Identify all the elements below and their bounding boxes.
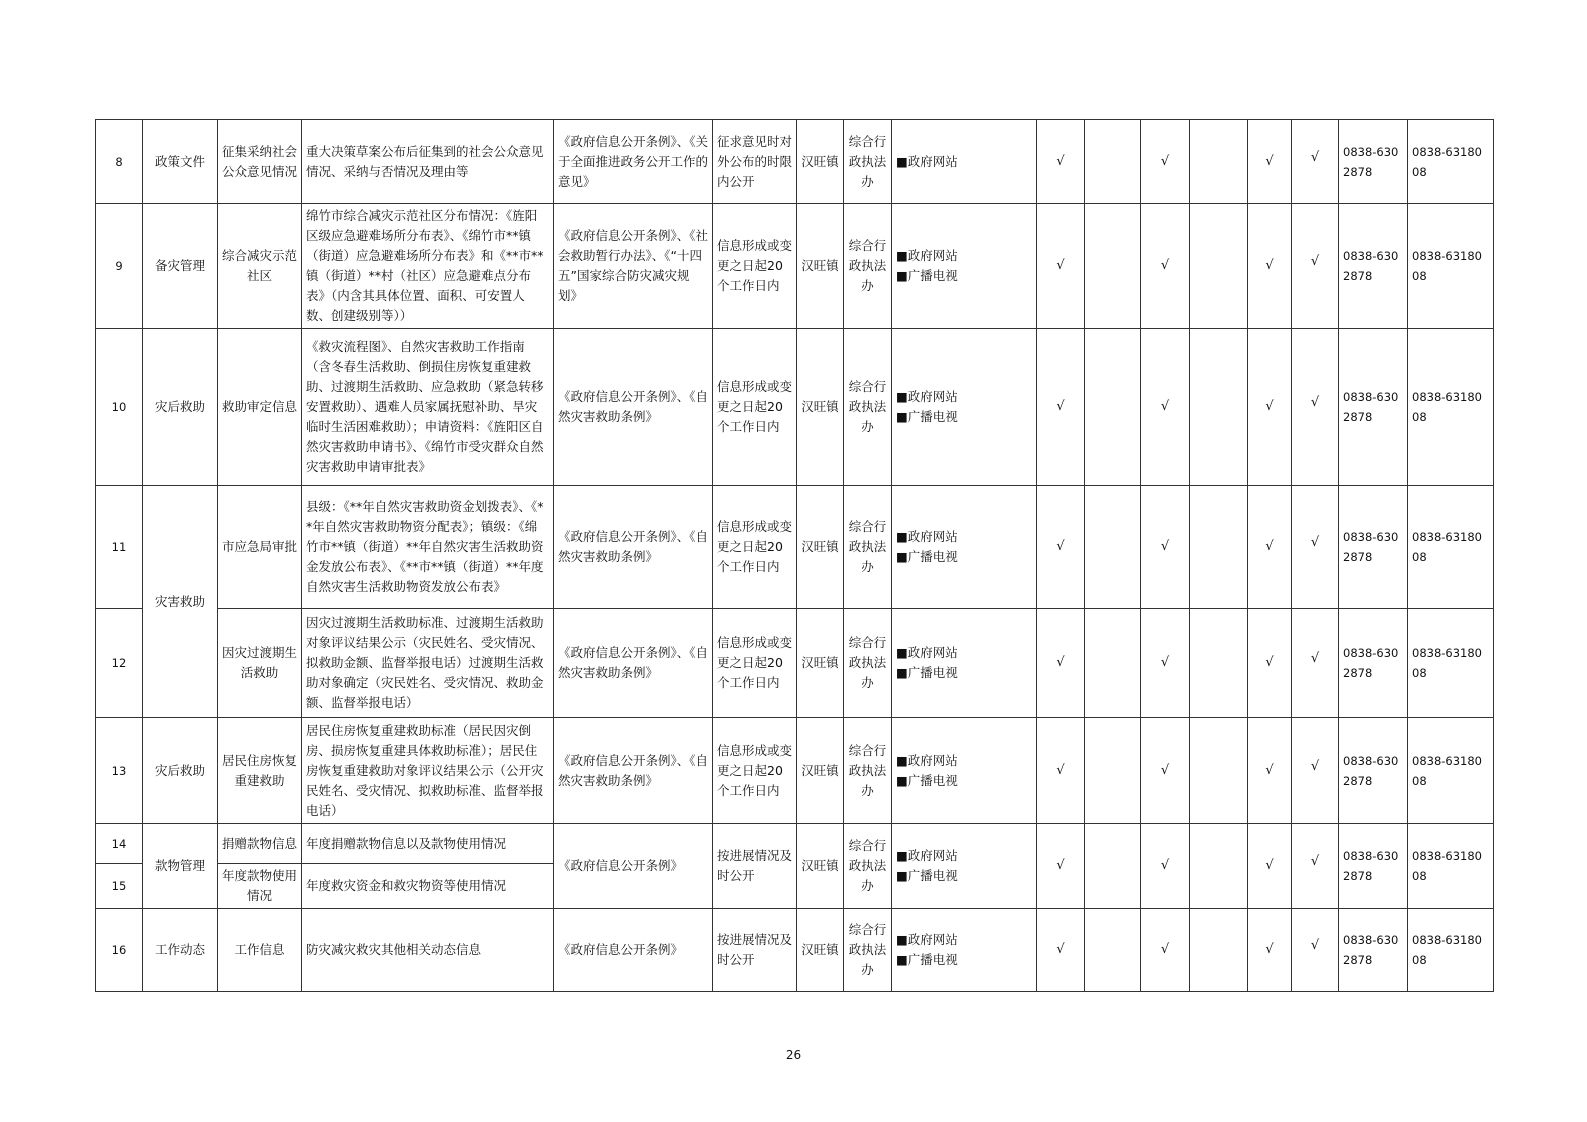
check-cell: √ — [1248, 718, 1292, 824]
check-cell: √ — [1037, 824, 1085, 909]
row-number: 16 — [96, 909, 143, 992]
channel-website: ■政府网站 — [896, 752, 958, 768]
empty-cell — [1085, 329, 1141, 486]
channel-broadcast: ■广播电视 — [896, 409, 958, 424]
time-limit-cell: 按进展情况及时公开 — [713, 909, 797, 992]
empty-cell — [1085, 909, 1141, 992]
check-cell: √ — [1037, 329, 1085, 486]
row-number: 13 — [96, 718, 143, 824]
channel-cell — [892, 718, 1037, 824]
phone-cell: 0838-6318008 — [1408, 909, 1494, 992]
category-cell: 工作动态 — [143, 909, 218, 992]
empty-cell — [1190, 718, 1248, 824]
check-cell: √ — [1248, 909, 1292, 992]
check-cell: √ — [1292, 820, 1339, 905]
content-cell: 《救灾流程图》、自然灾害救助工作指南（含冬春生活救助、倒损住房恢复重建救助、过渡期生活救助、应急救助（紧急转移安置救助）、遇难人员家属抚慰补助、旱灾临时生活困难救助）；申请资料：《旌阳区自然灾害救助申请书》、《绵竹市受灾群众自然灾害救助申请审批表》 — [302, 329, 554, 486]
basis-cell: 《政府信息公开条例》、《自然灾害救助条例》 — [554, 609, 713, 718]
phone-cell: 0838-6318008 — [1408, 824, 1494, 909]
phone-cell: 0838-6302878 — [1339, 718, 1408, 824]
category-cell: 灾后救助 — [143, 329, 218, 486]
subject-cell: 汉旺镇 — [797, 718, 844, 824]
channel-broadcast: ■广播电视 — [896, 772, 958, 788]
empty-cell — [1085, 824, 1141, 909]
check-cell: √ — [1037, 909, 1085, 992]
phone-cell: 0838-6318008 — [1408, 609, 1494, 718]
basis-cell: 《政府信息公开条例》、《社会救助暂行办法》、《“十四五”国家综合防灾减灾规划》 — [554, 204, 713, 329]
table-row — [96, 486, 1494, 609]
check-cell: √ — [1248, 486, 1292, 609]
time-limit-cell: 征求意见时对外公布的时限内公开 — [713, 120, 797, 204]
empty-cell — [1085, 718, 1141, 824]
phone-cell: 0838-6318008 — [1408, 718, 1494, 824]
channel-website: ■政府网站 — [896, 645, 958, 660]
check-cell: √ — [1141, 204, 1190, 329]
phone-cell: 0838-6302878 — [1339, 486, 1408, 609]
row-number: 11 — [96, 486, 143, 609]
empty-cell — [1190, 609, 1248, 718]
phone-cell: 0838-6302878 — [1339, 204, 1408, 329]
empty-cell — [1190, 486, 1248, 609]
basis-cell: 《政府信息公开条例》 — [554, 909, 713, 992]
empty-cell — [1085, 486, 1141, 609]
phone-cell: 0838-6318008 — [1408, 120, 1494, 204]
check-cell: √ — [1141, 909, 1190, 992]
channel-cell — [892, 329, 1037, 486]
row-number: 8 — [96, 120, 143, 204]
check-cell: √ — [1292, 325, 1339, 482]
check-cell: √ — [1037, 204, 1085, 329]
category-cell: 备灾管理 — [143, 204, 218, 329]
phone-cell: 0838-6302878 — [1339, 909, 1408, 992]
check-cell: √ — [1248, 824, 1292, 909]
page-number: 26 — [785, 1048, 802, 1062]
check-cell: √ — [1141, 486, 1190, 609]
channel-website: ■政府网站 — [896, 389, 958, 404]
row-number: 12 — [96, 609, 143, 718]
phone-cell: 0838-6318008 — [1408, 329, 1494, 486]
empty-cell — [1190, 824, 1248, 909]
row-number: 9 — [96, 204, 143, 329]
subject-cell: 汉旺镇 — [797, 486, 844, 609]
empty-cell — [1190, 909, 1248, 992]
time-limit-cell: 信息形成或变更之日起20个工作日内 — [713, 204, 797, 329]
channel-cell — [892, 486, 1037, 609]
content-cell: 重大决策草案公布后征集到的社会公众意见情况、采纳与否情况及理由等 — [302, 120, 554, 204]
item-cell: 居民住房恢复重建救助 — [218, 718, 302, 824]
table-row — [96, 120, 1494, 204]
category-cell: 灾后救助 — [143, 718, 218, 824]
item-cell: 年度款物使用情况 — [218, 864, 302, 909]
item-cell: 征集采纳社会公众意见情况 — [218, 120, 302, 204]
channel-website: ■政府网站 — [896, 248, 958, 263]
empty-cell — [1190, 329, 1248, 486]
channel-broadcast: ■广播电视 — [896, 868, 958, 883]
time-limit-cell: 按进展情况及时公开 — [713, 824, 797, 909]
check-cell: √ — [1248, 329, 1292, 486]
table-row — [96, 329, 1494, 486]
table-row — [96, 718, 1494, 824]
channel-website: ■政府网站 — [896, 529, 958, 544]
row-number: 15 — [96, 864, 143, 909]
subject-cell: 汉旺镇 — [797, 909, 844, 992]
dept-cell: 综合行政执法办 — [844, 909, 892, 992]
check-cell: √ — [1037, 718, 1085, 824]
content-cell: 年度捐赠款物信息以及款物使用情况 — [302, 824, 554, 864]
phone-cell: 0838-6302878 — [1339, 120, 1408, 204]
check-cell: √ — [1141, 609, 1190, 718]
dept-cell: 综合行政执法办 — [844, 204, 892, 329]
check-cell: √ — [1037, 120, 1085, 204]
phone-cell: 0838-6302878 — [1339, 329, 1408, 486]
channel-broadcast: ■广播电视 — [896, 268, 958, 283]
category-cell: 灾害救助 — [143, 486, 218, 718]
content-cell: 因灾过渡期生活救助标准、过渡期生活救助对象评议结果公示（灾民姓名、受灾情况、拟救助金额、监督举报电话）过渡期生活救助对象确定（灾民姓名、受灾情况、救助金额、监督举报电话） — [302, 609, 554, 718]
empty-cell — [1190, 120, 1248, 204]
channel-broadcast: ■广播电视 — [896, 952, 958, 967]
item-cell: 救助审定信息 — [218, 329, 302, 486]
content-cell: 居民住房恢复重建救助标准（居民因灾倒房、损房恢复重建具体救助标准）；居民住房恢复重建救助对象评议结果公示（公开灾民姓名、受灾情况、拟救助标准、监督举报电话） — [302, 718, 554, 824]
dept-cell: 综合行政执法办 — [844, 486, 892, 609]
category-cell: 政策文件 — [143, 120, 218, 204]
dept-cell: 综合行政执法办 — [844, 824, 892, 909]
check-cell: √ — [1141, 824, 1190, 909]
channel-website: ■政府网站 — [896, 932, 958, 947]
channel-website: ■政府网站 — [896, 153, 958, 169]
content-cell: 年度救灾资金和救灾物资等使用情况 — [302, 864, 554, 909]
basis-cell: 《政府信息公开条例》、《自然灾害救助条例》 — [554, 718, 713, 824]
channel-broadcast: ■广播电视 — [896, 549, 958, 564]
check-cell: √ — [1292, 605, 1339, 714]
check-cell: √ — [1141, 718, 1190, 824]
channel-cell — [892, 609, 1037, 718]
item-cell: 捐赠款物信息 — [218, 824, 302, 864]
empty-cell — [1085, 120, 1141, 204]
subject-cell: 汉旺镇 — [797, 609, 844, 718]
table-row — [96, 609, 1494, 718]
basis-cell: 《政府信息公开条例》、《自然灾害救助条例》 — [554, 486, 713, 609]
channel-cell — [892, 824, 1037, 909]
category-cell: 款物管理 — [143, 824, 218, 909]
time-limit-cell: 信息形成或变更之日起20个工作日内 — [713, 609, 797, 718]
check-cell: √ — [1292, 482, 1339, 605]
empty-cell — [1085, 204, 1141, 329]
item-cell: 市应急局审批 — [218, 486, 302, 609]
time-limit-cell: 信息形成或变更之日起20个工作日内 — [713, 486, 797, 609]
channel-website: ■政府网站 — [896, 848, 958, 863]
item-cell: 工作信息 — [218, 909, 302, 992]
channel-broadcast: ■广播电视 — [896, 665, 958, 680]
content-cell: 防灾减灾救灾其他相关动态信息 — [302, 909, 554, 992]
table-row — [96, 204, 1494, 329]
item-cell: 综合减灾示范社区 — [218, 204, 302, 329]
dept-cell: 综合行政执法办 — [844, 718, 892, 824]
table-row — [96, 909, 1494, 992]
check-cell: √ — [1292, 714, 1339, 820]
check-cell: √ — [1037, 486, 1085, 609]
subject-cell: 汉旺镇 — [797, 329, 844, 486]
row-number: 14 — [96, 824, 143, 864]
channel-cell — [892, 204, 1037, 329]
check-cell: √ — [1037, 609, 1085, 718]
channel-cell — [892, 120, 1037, 204]
subject-cell: 汉旺镇 — [797, 204, 844, 329]
basis-cell: 《政府信息公开条例》 — [554, 824, 713, 909]
dept-cell: 综合行政执法办 — [844, 120, 892, 204]
dept-cell: 综合行政执法办 — [844, 329, 892, 486]
check-cell: √ — [1248, 204, 1292, 329]
check-cell: √ — [1292, 905, 1339, 988]
row-number: 10 — [96, 329, 143, 486]
check-cell: √ — [1141, 120, 1190, 204]
disclosure-table — [95, 119, 1494, 992]
channel-cell — [892, 909, 1037, 992]
basis-cell: 《政府信息公开条例》、《自然灾害救助条例》 — [554, 329, 713, 486]
content-cell: 绵竹市综合减灾示范社区分布情况：《旌阳区级应急避难场所分布表》、《绵竹市**镇（街道）应急避难场所分布表》和《**市**镇（街道）**村（社区）应急避难点分布表》（内含其具体位置、面积、可安置人数、创建级别等）） — [302, 204, 554, 329]
check-cell: √ — [1248, 609, 1292, 718]
basis-cell: 《政府信息公开条例》、《关于全面推进政务公开工作的意见》 — [554, 120, 713, 204]
empty-cell — [1190, 204, 1248, 329]
phone-cell: 0838-6302878 — [1339, 609, 1408, 718]
check-cell: √ — [1141, 329, 1190, 486]
subject-cell: 汉旺镇 — [797, 120, 844, 204]
check-cell: √ — [1292, 116, 1339, 200]
empty-cell — [1085, 609, 1141, 718]
content-cell: 县级：《**年自然灾害救助资金划拨表》、《**年自然灾害救助物资分配表》；镇级：《绵竹市**镇（街道）**年自然灾害生活救助资金发放公布表》、《**市**镇（街道）**年度自然灾害生活救助物资发放公布表》 — [302, 486, 554, 609]
phone-cell: 0838-6318008 — [1408, 486, 1494, 609]
dept-cell: 综合行政执法办 — [844, 609, 892, 718]
table-row — [96, 824, 1494, 864]
time-limit-cell: 信息形成或变更之日起20个工作日内 — [713, 329, 797, 486]
phone-cell: 0838-6302878 — [1339, 824, 1408, 909]
phone-cell: 0838-6318008 — [1408, 204, 1494, 329]
check-cell: √ — [1248, 120, 1292, 204]
item-cell: 因灾过渡期生活救助 — [218, 609, 302, 718]
subject-cell: 汉旺镇 — [797, 824, 844, 909]
check-cell: √ — [1292, 200, 1339, 325]
time-limit-cell: 信息形成或变更之日起20个工作日内 — [713, 718, 797, 824]
